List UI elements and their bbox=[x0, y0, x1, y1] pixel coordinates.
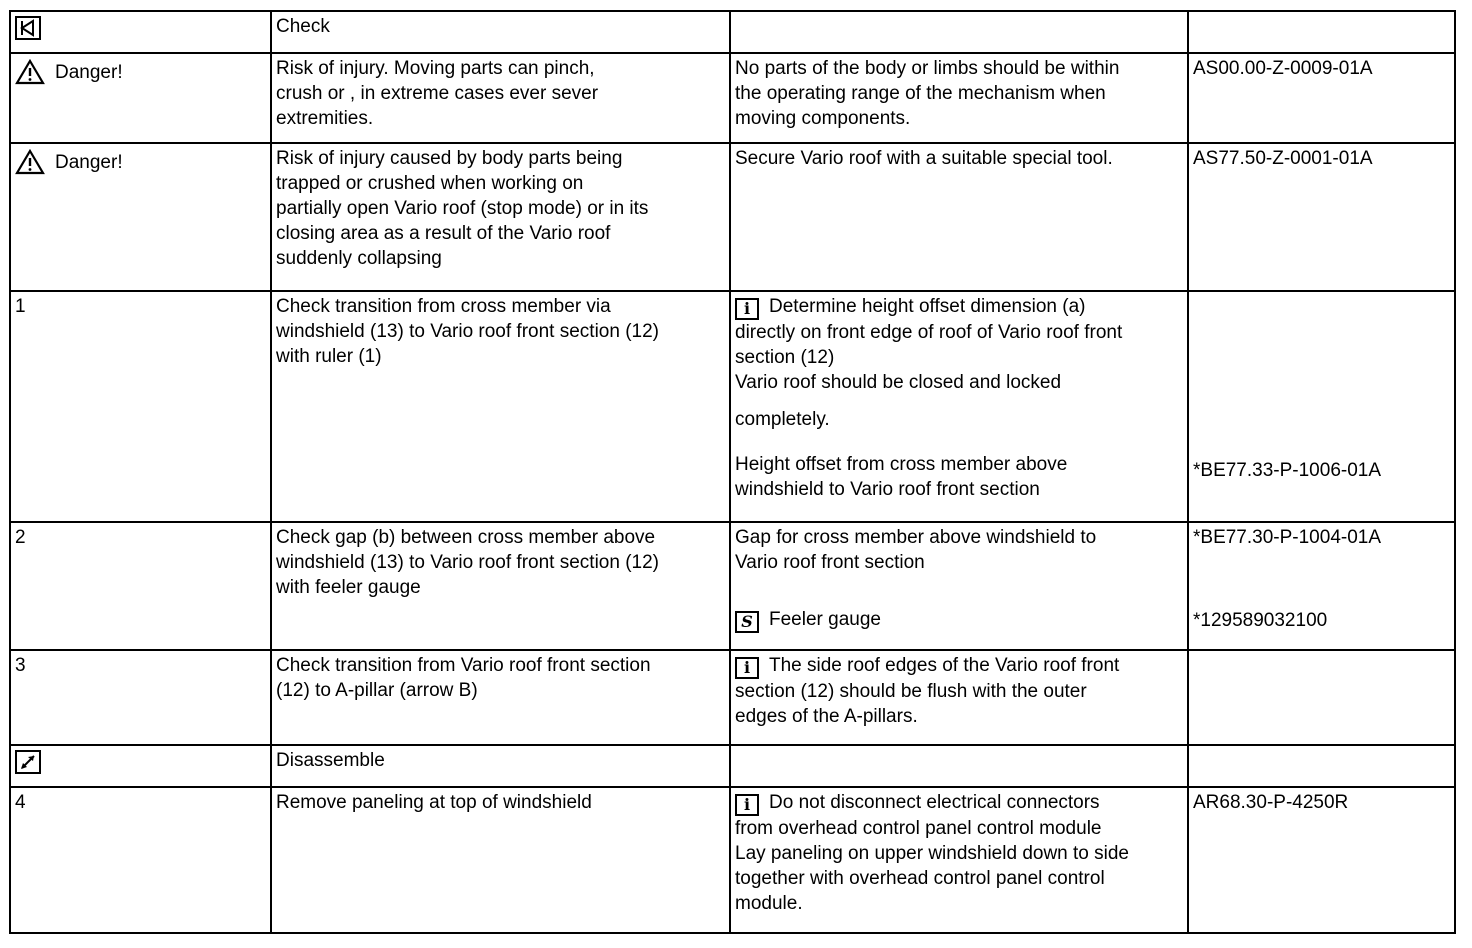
special-tool-icon: S bbox=[735, 611, 759, 633]
info-icon: i bbox=[735, 657, 759, 679]
step-number: 1 bbox=[15, 296, 26, 317]
table-row: 1 Check transition from cross member via windshield (13) to Vario roof front section (12) with ruler (1) i Determine height offset dimension (a) directly on front edge of roof of Vario roof front section (12) Vario roof should be closed and locked completely. Height offset from cross member above windshield to Vario roof front section *BE77.33-P-1006-01A bbox=[10, 291, 1455, 522]
step-number: 2 bbox=[15, 527, 26, 548]
document-reference: *BE77.33-P-1006-01A bbox=[1193, 460, 1382, 481]
table-row: Danger! Risk of injury. Moving parts can pinch, crush or , in extreme cases ever sever extremities. No parts of the body or limbs should be within the operating range of the mechanism when moving components. AS00.00-Z-0009-01A bbox=[10, 53, 1455, 143]
warning-triangle-icon bbox=[15, 149, 45, 175]
step-number: 3 bbox=[15, 655, 26, 676]
check-flag-icon bbox=[15, 16, 41, 40]
danger-label: Danger! bbox=[55, 61, 123, 83]
repair-instructions-table bbox=[9, 10, 1456, 934]
warning-triangle-icon bbox=[15, 59, 45, 85]
info-icon: i bbox=[735, 298, 759, 320]
table-row: Danger! Risk of injury caused by body parts being trapped or crushed when working on partially open Vario roof (stop mode) or in its closing area as a result of the Vario roof suddenly collapsing Secure Vario roof with a suitable special tool. AS77.50-Z-0001-01A bbox=[10, 143, 1455, 291]
document-reference: AS00.00-Z-0009-01A bbox=[1193, 58, 1373, 79]
danger-label: Danger! bbox=[55, 151, 123, 173]
table-row: 3 Check transition from Vario roof front section (12) to A-pillar (arrow B) i The side roof edges of the Vario roof front section (12) should be flush with the outer edges of the A-pillars. bbox=[10, 650, 1455, 745]
document-reference: AR68.30-P-4250R bbox=[1193, 792, 1349, 813]
table-row: Check bbox=[10, 11, 1455, 53]
document-reference: AS77.50-Z-0001-01A bbox=[1193, 148, 1373, 169]
info-icon: i bbox=[735, 794, 759, 816]
table-row: 2 Check gap (b) between cross member above windshield (13) to Vario roof front section (12) with feeler gauge Gap for cross member above windshield to Vario roof front section S Feeler gauge *BE77.30-P-1004-01A *129589032100 bbox=[10, 522, 1455, 650]
table-row: 4 Remove paneling at top of windshield i Do not disconnect electrical connectors from overhead control panel control module Lay paneling on upper windshield down to side together with overhead control panel control module. AR68.30-P-4250R bbox=[10, 787, 1455, 933]
disassemble-arrow-icon bbox=[15, 750, 41, 774]
step-number: 4 bbox=[15, 792, 26, 813]
tool-number: *129589032100 bbox=[1193, 610, 1328, 631]
table-row: Disassemble bbox=[10, 745, 1455, 787]
document-reference: *BE77.30-P-1004-01A bbox=[1193, 527, 1382, 548]
